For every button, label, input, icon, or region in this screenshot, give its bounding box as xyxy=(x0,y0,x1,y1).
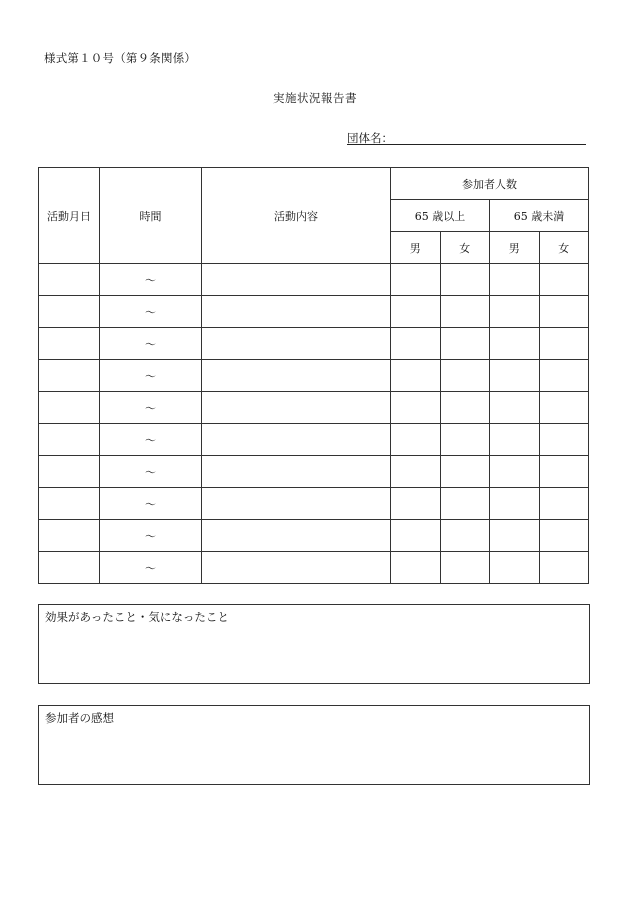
count-cell[interactable] xyxy=(539,296,589,328)
content-cell[interactable] xyxy=(202,264,391,296)
time-cell[interactable]: ～ xyxy=(100,328,202,360)
header-participant-count: 参加者人数 xyxy=(391,168,589,200)
effects-notes-box[interactable] xyxy=(38,604,590,684)
time-cell[interactable]: ～ xyxy=(100,264,202,296)
count-cell[interactable] xyxy=(490,552,540,584)
time-cell[interactable]: ～ xyxy=(100,552,202,584)
table-row xyxy=(39,360,589,392)
count-cell[interactable] xyxy=(539,424,589,456)
count-cell[interactable] xyxy=(539,328,589,360)
count-cell[interactable] xyxy=(490,520,540,552)
participant-impressions-box[interactable] xyxy=(38,705,590,785)
content-cell[interactable] xyxy=(202,424,391,456)
time-cell[interactable]: ～ xyxy=(100,296,202,328)
effects-notes-label: 効果があったこと・気になったこと xyxy=(45,610,229,624)
date-cell[interactable] xyxy=(39,488,100,520)
document-title: 実施状況報告書 xyxy=(273,91,357,105)
count-cell[interactable] xyxy=(539,552,589,584)
content-cell[interactable] xyxy=(202,456,391,488)
header-female-under: 女 xyxy=(539,232,589,264)
count-cell[interactable] xyxy=(490,424,540,456)
count-cell[interactable] xyxy=(391,392,441,424)
count-cell[interactable] xyxy=(490,488,540,520)
content-cell[interactable] xyxy=(202,520,391,552)
count-cell[interactable] xyxy=(539,520,589,552)
form-number: 様式第１０号（第９条関係） xyxy=(44,51,197,65)
header-age-65-over: 65 歳以上 xyxy=(391,200,490,232)
date-cell[interactable] xyxy=(39,392,100,424)
count-cell[interactable] xyxy=(490,264,540,296)
header-activity-date: 活動月日 xyxy=(39,168,100,264)
table-row xyxy=(39,424,589,456)
content-cell[interactable] xyxy=(202,392,391,424)
count-cell[interactable] xyxy=(440,456,490,488)
header-male-under: 男 xyxy=(490,232,540,264)
count-cell[interactable] xyxy=(539,264,589,296)
date-cell[interactable] xyxy=(39,520,100,552)
table-row xyxy=(39,392,589,424)
table-header-row xyxy=(39,168,589,200)
count-cell[interactable] xyxy=(490,296,540,328)
time-cell[interactable]: ～ xyxy=(100,520,202,552)
content-cell[interactable] xyxy=(202,552,391,584)
count-cell[interactable] xyxy=(440,296,490,328)
table-row xyxy=(39,552,589,584)
content-cell[interactable] xyxy=(202,328,391,360)
count-cell[interactable] xyxy=(391,424,441,456)
table-row xyxy=(39,328,589,360)
count-cell[interactable] xyxy=(539,360,589,392)
count-cell[interactable] xyxy=(391,264,441,296)
header-male-over: 男 xyxy=(391,232,441,264)
count-cell[interactable] xyxy=(391,488,441,520)
organization-name-field[interactable] xyxy=(347,130,586,145)
time-cell[interactable]: ～ xyxy=(100,392,202,424)
count-cell[interactable] xyxy=(539,488,589,520)
header-activity-content: 活動内容 xyxy=(202,168,391,264)
time-cell[interactable]: ～ xyxy=(100,456,202,488)
count-cell[interactable] xyxy=(440,552,490,584)
header-time: 時間 xyxy=(100,168,202,264)
date-cell[interactable] xyxy=(39,552,100,584)
count-cell[interactable] xyxy=(440,424,490,456)
date-cell[interactable] xyxy=(39,424,100,456)
content-cell[interactable] xyxy=(202,360,391,392)
table-row xyxy=(39,488,589,520)
count-cell[interactable] xyxy=(440,392,490,424)
activity-table xyxy=(38,167,589,584)
content-cell[interactable] xyxy=(202,488,391,520)
table-row xyxy=(39,520,589,552)
date-cell[interactable] xyxy=(39,296,100,328)
header-age-65-under: 65 歳未満 xyxy=(490,200,589,232)
date-cell[interactable] xyxy=(39,360,100,392)
time-cell[interactable]: ～ xyxy=(100,360,202,392)
count-cell[interactable] xyxy=(391,456,441,488)
count-cell[interactable] xyxy=(440,488,490,520)
count-cell[interactable] xyxy=(490,328,540,360)
count-cell[interactable] xyxy=(391,520,441,552)
time-cell[interactable]: ～ xyxy=(100,424,202,456)
count-cell[interactable] xyxy=(539,456,589,488)
date-cell[interactable] xyxy=(39,456,100,488)
date-cell[interactable] xyxy=(39,264,100,296)
count-cell[interactable] xyxy=(490,456,540,488)
count-cell[interactable] xyxy=(391,328,441,360)
table-row xyxy=(39,456,589,488)
count-cell[interactable] xyxy=(391,552,441,584)
count-cell[interactable] xyxy=(440,360,490,392)
participant-impressions-label: 参加者の感想 xyxy=(45,711,114,725)
count-cell[interactable] xyxy=(440,264,490,296)
count-cell[interactable] xyxy=(440,328,490,360)
time-cell[interactable]: ～ xyxy=(100,488,202,520)
count-cell[interactable] xyxy=(391,296,441,328)
count-cell[interactable] xyxy=(440,520,490,552)
count-cell[interactable] xyxy=(490,360,540,392)
organization-name-label: 団体名： xyxy=(347,131,393,145)
count-cell[interactable] xyxy=(490,392,540,424)
content-cell[interactable] xyxy=(202,296,391,328)
count-cell[interactable] xyxy=(391,360,441,392)
count-cell[interactable] xyxy=(539,392,589,424)
header-female-over: 女 xyxy=(440,232,490,264)
date-cell[interactable] xyxy=(39,328,100,360)
table-row xyxy=(39,264,589,296)
table-row xyxy=(39,296,589,328)
